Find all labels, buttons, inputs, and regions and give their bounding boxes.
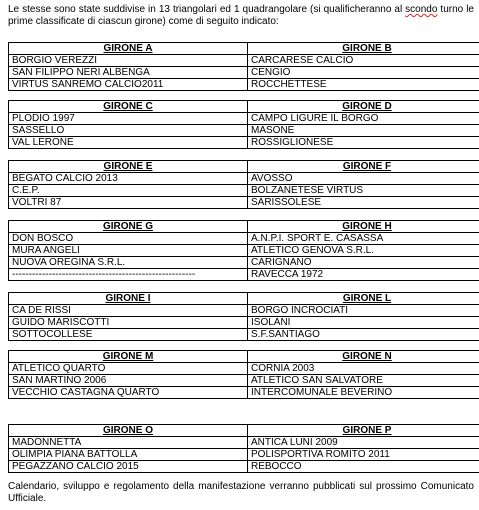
team-name: A.N.P.I. SPORT E. CASASSA (248, 233, 479, 245)
team-name: SAN MARTINO 2006 (9, 375, 248, 387)
team-name: POLISPORTIVA ROMITO 2011 (248, 449, 479, 461)
group-title: GIRONE P (248, 425, 479, 437)
team-row (9, 67, 479, 79)
team-row (9, 449, 479, 461)
group-header-row (9, 221, 479, 233)
team-row (9, 375, 479, 387)
team-name: ------------------------------------------------------- (9, 269, 248, 281)
group-header-row (9, 293, 479, 305)
team-name: ANTICA LUNI 2009 (248, 437, 479, 449)
team-name: SAN FILIPPO NERI ALBENGA (9, 67, 248, 79)
team-name: SASSELLO (9, 125, 248, 137)
team-row (9, 461, 479, 473)
group-header-row (9, 101, 479, 113)
team-name: VECCHIO CASTAGNA QUARTO (9, 387, 248, 399)
team-name: CARCARESE CALCIO (248, 55, 479, 67)
team-row (9, 55, 479, 67)
team-row (9, 363, 479, 375)
group-title: GIRONE G (9, 221, 248, 233)
team-row (9, 257, 479, 269)
team-name: MURA ANGELI (9, 245, 248, 257)
misspelled-word: scondo (405, 4, 438, 15)
group-title: GIRONE D (248, 101, 479, 113)
team-name: MADONNETTA (9, 437, 248, 449)
team-name: VOLTRI 87 (9, 197, 248, 209)
team-name: PLODIO 1997 (9, 113, 248, 125)
team-name: GUIDO MARISCOTTI (9, 317, 248, 329)
team-name: BORGIO VEREZZI (9, 55, 248, 67)
team-name: CORNIA 2003 (248, 363, 479, 375)
group-table (8, 220, 479, 281)
team-name: BOLZANETESE VIRTUS (248, 185, 479, 197)
team-name: REBOCCO (248, 461, 479, 473)
group-title: GIRONE N (248, 351, 479, 363)
team-name: BORGO INCROCIATI (248, 305, 479, 317)
team-row (9, 269, 479, 281)
team-row (9, 233, 479, 245)
team-name: ATLETICO GENOVA S.R.L. (248, 245, 479, 257)
team-name: OLIMPIA PIANA BATTOLLA (9, 449, 248, 461)
team-row (9, 329, 479, 341)
team-name: ROCCHETTESE (248, 79, 479, 91)
intro-text-before: Le stesse sono state suddivise in 13 triangolari ed 1 quadrangolare (si qualificheranno al (8, 4, 406, 15)
team-name: INTERCOMUNALE BEVERINO (248, 387, 479, 399)
team-name: RAVECCA 1972 (248, 269, 479, 281)
team-name: C.E.P. (9, 185, 248, 197)
team-name: ISOLANI (248, 317, 479, 329)
intro-text-after: turno le prime classificate di ciascun girone) come di seguito indicato: (8, 4, 474, 27)
group-title: GIRONE E (9, 161, 248, 173)
team-row (9, 137, 479, 149)
team-name: BEGATO CALCIO 2013 (9, 173, 248, 185)
team-name: CARIGNANO (248, 257, 479, 269)
group-title: GIRONE O (9, 425, 248, 437)
group-title: GIRONE L (248, 293, 479, 305)
team-name: DON BOSCO (9, 233, 248, 245)
group-table (8, 100, 479, 149)
team-name: CA DE RISSI (9, 305, 248, 317)
group-header-row (9, 351, 479, 363)
team-row (9, 79, 479, 91)
team-name: CENGIO (248, 67, 479, 79)
team-name: ATLETICO SAN SALVATORE (248, 375, 479, 387)
group-title: GIRONE C (9, 101, 248, 113)
team-name: NUOVA OREGINA S.R.L. (9, 257, 248, 269)
team-name: VIRTUS SANREMO CALCIO2011 (9, 79, 248, 91)
footer-note: Calendario, sviluppo e regolamento della manifestazione verranno pubblicati sul prossimo Comunicato Ufficiale. (8, 481, 474, 504)
group-title: GIRONE B (248, 43, 479, 55)
team-name: PEGAZZANO CALCIO 2015 (9, 461, 248, 473)
group-title: GIRONE I (9, 293, 248, 305)
team-name: S.F.SANTIAGO (248, 329, 479, 341)
team-row (9, 387, 479, 399)
group-table (8, 424, 479, 473)
team-name: AVOSSO (248, 173, 479, 185)
team-name: SOTTOCOLLESE (9, 329, 248, 341)
group-title: GIRONE F (248, 161, 479, 173)
group-table (8, 292, 479, 341)
team-row (9, 197, 479, 209)
group-table (8, 350, 479, 399)
team-row (9, 437, 479, 449)
team-row (9, 245, 479, 257)
team-row (9, 317, 479, 329)
team-name: CAMPO LIGURE IL BORGO (248, 113, 479, 125)
intro-paragraph (8, 4, 474, 28)
team-row (9, 125, 479, 137)
team-name: ATLETICO QUARTO (9, 363, 248, 375)
team-row (9, 305, 479, 317)
group-header-row (9, 161, 479, 173)
group-title: GIRONE A (9, 43, 248, 55)
group-title: GIRONE M (9, 351, 248, 363)
team-name: VAL LERONE (9, 137, 248, 149)
group-title: GIRONE H (248, 221, 479, 233)
team-row (9, 185, 479, 197)
group-table (8, 160, 479, 209)
team-name: ROSSIGLIONESE (248, 137, 479, 149)
team-name: MASONE (248, 125, 479, 137)
group-header-row (9, 425, 479, 437)
team-row (9, 173, 479, 185)
team-name: SARISSOLESE (248, 197, 479, 209)
team-row (9, 113, 479, 125)
group-table (8, 42, 479, 91)
group-header-row (9, 43, 479, 55)
